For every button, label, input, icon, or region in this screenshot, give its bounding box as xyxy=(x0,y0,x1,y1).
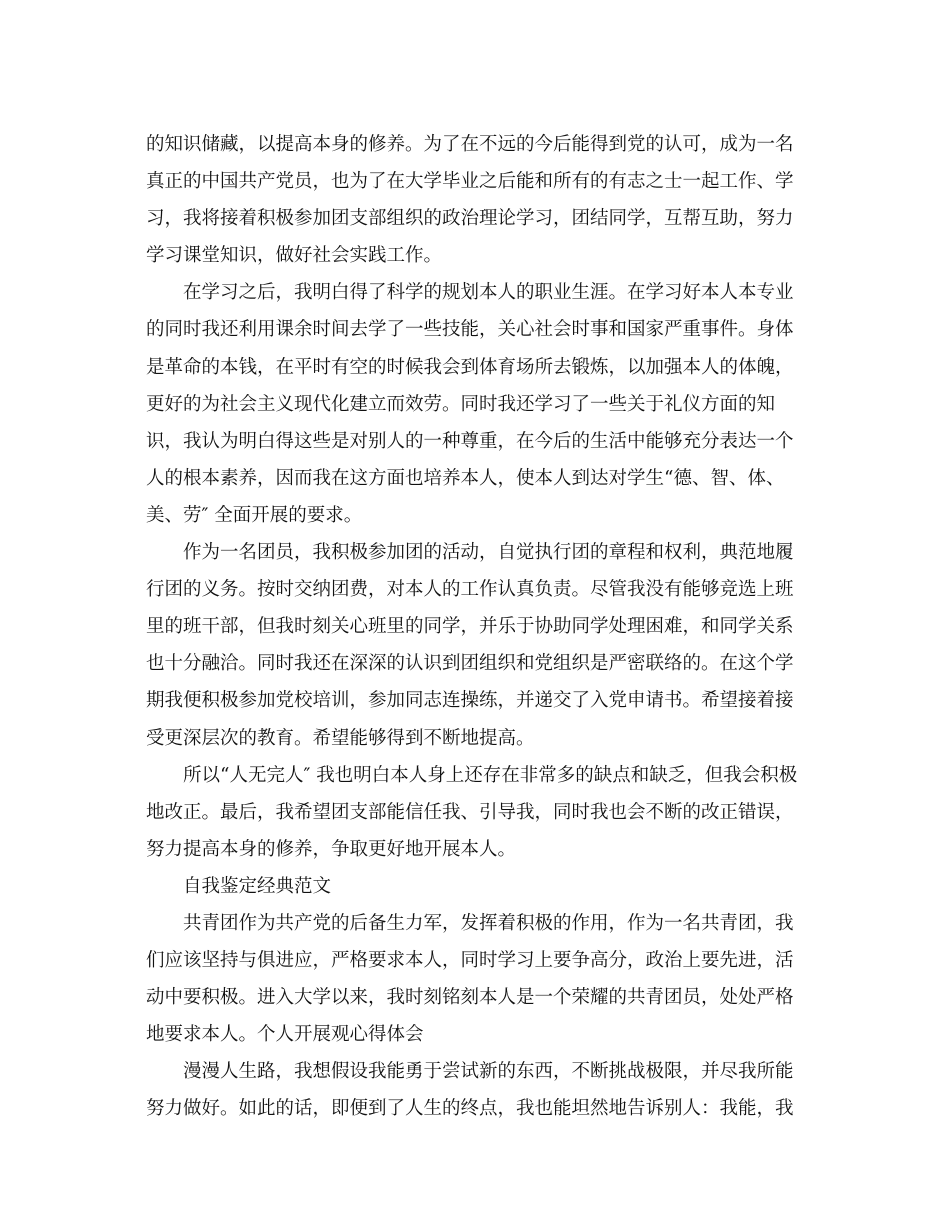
text-line: 所以“人无完人″ 我也明白本人身上还存在非常多的缺点和缺乏，但我会积极 xyxy=(183,764,798,786)
text-line: 里的班干部，但我时刻关心班里的同学，并乐于协助同学处理困难，和同学关系 xyxy=(146,616,794,638)
text-line: 更好的为社会主义现代化建立而效劳。同时我还学习了一些关于礼仪方面的知 xyxy=(146,393,776,415)
text-line: 的知识储藏，以提高本身的修养。为了在不远的今后能得到党的认可，成为一名 xyxy=(146,134,794,155)
text-line: 地要求本人。个人开展观心得体会 xyxy=(146,1024,424,1046)
document-body xyxy=(146,126,808,1128)
text-line: 努力提高本身的修养，争取更好地开展本人。 xyxy=(146,838,517,860)
text-line: 动中要积极。进入大学以来，我时刻铭刻本人是一个荣耀的共青团员，处处严格 xyxy=(146,987,794,1009)
text-line: 地改正。最后，我希望团支部能信任我、引导我，同时我也会不断的改正错误， xyxy=(146,801,794,823)
text-line: 习，我将接着积极参加团支部组织的政治理论学习，团结同学，互帮互助，努力 xyxy=(146,208,794,230)
text-line: 识，我认为明白得这些是对别人的一种尊重，在今后的生活中能够充分表达一个 xyxy=(146,430,794,452)
text-line: 在学习之后，我明白得了科学的规划本人的职业生涯。在学习好本人本专业 xyxy=(183,282,794,304)
text-line: 行团的义务。按时交纳团费，对本人的工作认真负责。尽管我没有能够竞选上班 xyxy=(146,579,794,601)
text-line: 们应该坚持与俱进应，严格要求本人，同时学习上要争高分，政治上要先进，活 xyxy=(146,950,794,972)
text-line: 学习课堂知识，做好社会实践工作。 xyxy=(146,245,443,267)
text-line: 真正的中国共产党员，也为了在大学毕业之后能和所有的有志之士一起工作、学 xyxy=(146,171,794,193)
text-line: 漫漫人生路，我想假设我能勇于尝试新的东西，不断挑战极限，并尽我所能 xyxy=(183,1061,794,1083)
text-line: 努力做好。如此的话，即便到了人生的终点，我也能坦然地告诉别人：我能，我 xyxy=(146,1098,794,1120)
text-line: 自我鉴定经典范文 xyxy=(183,875,332,897)
text-line: 也十分融洽。同时我还在深深的认识到团组织和党组织是严密联络的。在这个学 xyxy=(146,653,794,675)
text-line: 受更深层次的教育。希望能够得到不断地提高。 xyxy=(146,727,535,749)
text-line: 共青团作为共产党的后备生力军，发挥着积极的作用，作为一名共青团，我 xyxy=(183,912,794,934)
text-line: 期我便积极参加党校培训，参加同志连操练，并递交了入党申请书。希望接着接 xyxy=(146,690,794,712)
text-line: 的同时我还利用课余时间去学了一些技能，关心社会时事和国家严重事件。身体 xyxy=(146,319,794,341)
text-line: 美、劳″ 全面开展的要求。 xyxy=(146,504,363,526)
text-line: 作为一名团员，我积极参加团的活动，自觉执行团的章程和权利，典范地履 xyxy=(183,542,794,564)
text-line: 是革命的本钱，在平时有空的时候我会到体育场所去锻炼，以加强本人的体魄， xyxy=(146,356,794,378)
text-line: 人的根本素养，因而我在这方面也培养本人，使本人到达对学生“德、智、体、 xyxy=(146,467,785,489)
